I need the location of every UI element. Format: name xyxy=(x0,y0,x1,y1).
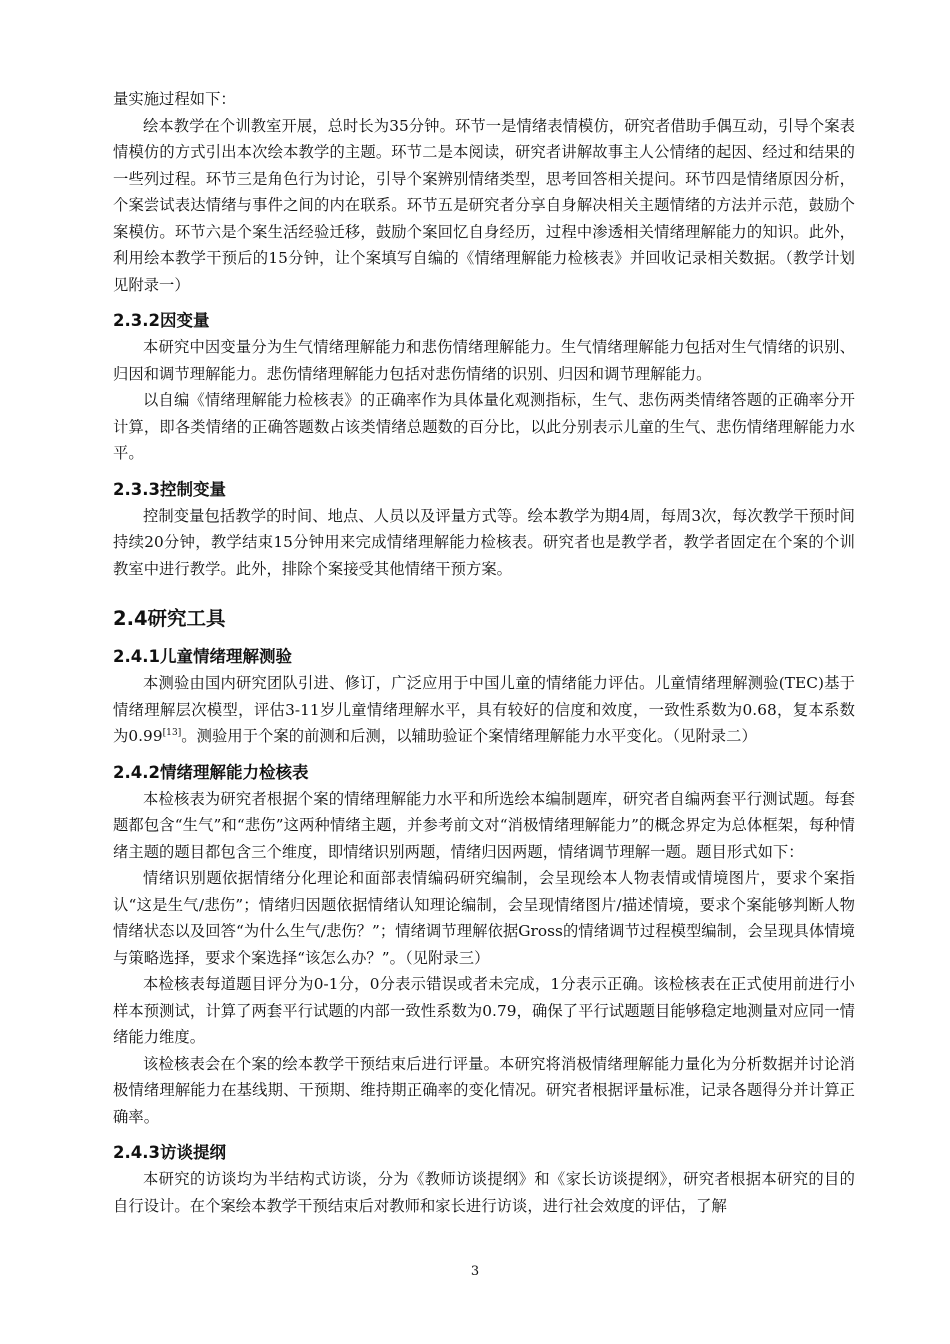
heading-2-4-2: 2.4.2情绪理解能力检核表 xyxy=(113,762,309,782)
teaching-process-paragraph: 绘本教学在个训教室开展，总时长为35分钟。环节一是情绪表情模仿，研究者借助手偶互动，引导个案表情模仿的方式引出本次绘本教学的主题。环节二是本阅读，研究者讲解故事主人公情绪的起因、经过和结果的一些列过程。环节三是角色行为讨论，引导个案辨别情绪类型，思考回答相关提问。环节四是情绪原因分析，个案尝试表达情绪与事件之间的内在联系。环节五是研究者分享自身解决相关主题情绪的方法并示范，鼓励个案模仿。环节六是个案生活经验迁移，鼓励个案回忆自身经历，过程中渗透相关情绪理解能力的知识。此外，利用绘本教学干预后的15分钟，让个案填写自编的《情绪理解能力检核表》并回收记录相关数据。（教学计划见附录一） xyxy=(113,116,855,294)
heading-2-3-3: 2.3.3控制变量 xyxy=(113,479,226,499)
interview-paragraph: 本研究的访谈均为半结构式访谈，分为《教师访谈提纲》和《家长访谈提纲》，研究者根据本研究的目的自行设计。在个案绘本教学干预结束后对教师和家长进行访谈，进行社会效度的评估，了解 xyxy=(113,1170,855,1215)
tec-paragraph xyxy=(113,670,855,750)
checklist-paragraph-4: 该检核表会在个案的绘本教学干预结束后进行评量。本研究将消极情绪理解能力量化为分析数据并讨论消极情绪理解能力在基线期、干预期、维持期正确率的变化情况。研究者根据评量标准，记录各题得分并计算正确率。 xyxy=(113,1054,855,1126)
heading-2-4-3: 2.4.3访谈提纲 xyxy=(113,1143,226,1162)
heading-2-3-2: 2.3.2因变量 xyxy=(113,311,210,330)
page-number: 3 xyxy=(470,1264,480,1279)
tec-text-post: 。测验用于个案的前测和后测，以辅助验证个案情绪理解能力水平变化。（见附录二） xyxy=(181,727,757,745)
lead-paragraph: 量实施过程如下： xyxy=(113,90,236,108)
tec-text-pre: 本测验由国内研究团队引进、修订，广泛应用于中国儿童的情绪能力评估。儿童情绪理解测验(TEC)基于情绪理解层次模型，评估3-11岁儿童情绪理解水平，具有较好的信度和效度，一致性系数为0.68，复本系数为0.99 xyxy=(113,674,855,745)
heading-2-4-1: 2.4.1儿童情绪理解测验 xyxy=(113,647,292,666)
dependent-variable-paragraph-2: 以自编《情绪理解能力检核表》的正确率作为具体量化观测指标，生气、悲伤两类情绪答题的正确率分开计算，即各类情绪的正确答题数占该类情绪总题数的百分比，以此分别表示儿童的生气、悲伤情绪理解能力水平。 xyxy=(113,391,855,462)
document-body xyxy=(113,86,855,1219)
citation-13: [13] xyxy=(162,727,182,738)
heading-2-4: 2.4研究工具 xyxy=(113,607,226,630)
control-variable-paragraph: 控制变量包括教学的时间、地点、人员以及评量方式等。绘本教学为期4周，每周3次，每次教学干预时间持续20分钟，教学结束15分钟用来完成情绪理解能力检核表。研究者也是教学者，教学者固定在个案的个训教室中进行教学。此外，排除个案接受其他情绪干预方案。 xyxy=(113,506,855,578)
dependent-variable-paragraph-1: 本研究中因变量分为生气情绪理解能力和悲伤情绪理解能力。生气情绪理解能力包括对生气情绪的识别、归因和调节理解能力。悲伤情绪理解能力包括对悲伤情绪的识别、归因和调节理解能力。 xyxy=(113,338,855,383)
checklist-paragraph-1: 本检核表为研究者根据个案的情绪理解能力水平和所选绘本编制题库，研究者自编两套平行测试题。每套题都包含“生气”和“悲伤”这两种情绪主题，并参考前文对“消极情绪理解能力”的概念界定为总体框架，每种情绪主题的题目都包含三个维度，即情绪识别两题，情绪归因两题，情绪调节理解一题。题目形式如下： xyxy=(113,789,855,861)
checklist-paragraph-3: 本检核表每道题目评分为0-1分，0分表示错误或者未完成，1分表示正确。该检核表在正式使用前进行小样本预测试，计算了两套平行试题的内部一致性系数为0.79，确保了平行试题题目能够稳定地测量对应同一情绪能力维度。 xyxy=(113,975,855,1046)
checklist-paragraph-2: 情绪识别题依据情绪分化理论和面部表情编码研究编制，会呈现绘本人物表情或情境图片，要求个案指认“这是生气/悲伤”；情绪归因题依据情绪认知理论编制，会呈现情绪图片/描述情境，要求个案能够判断人物情绪状态以及回答“为什么生气/悲伤？”；情绪调节理解依据Gross的情绪调节过程模型编制，会呈现具体情境与策略选择，要求个案选择“该怎么办？”。（见附录三） xyxy=(113,869,855,967)
